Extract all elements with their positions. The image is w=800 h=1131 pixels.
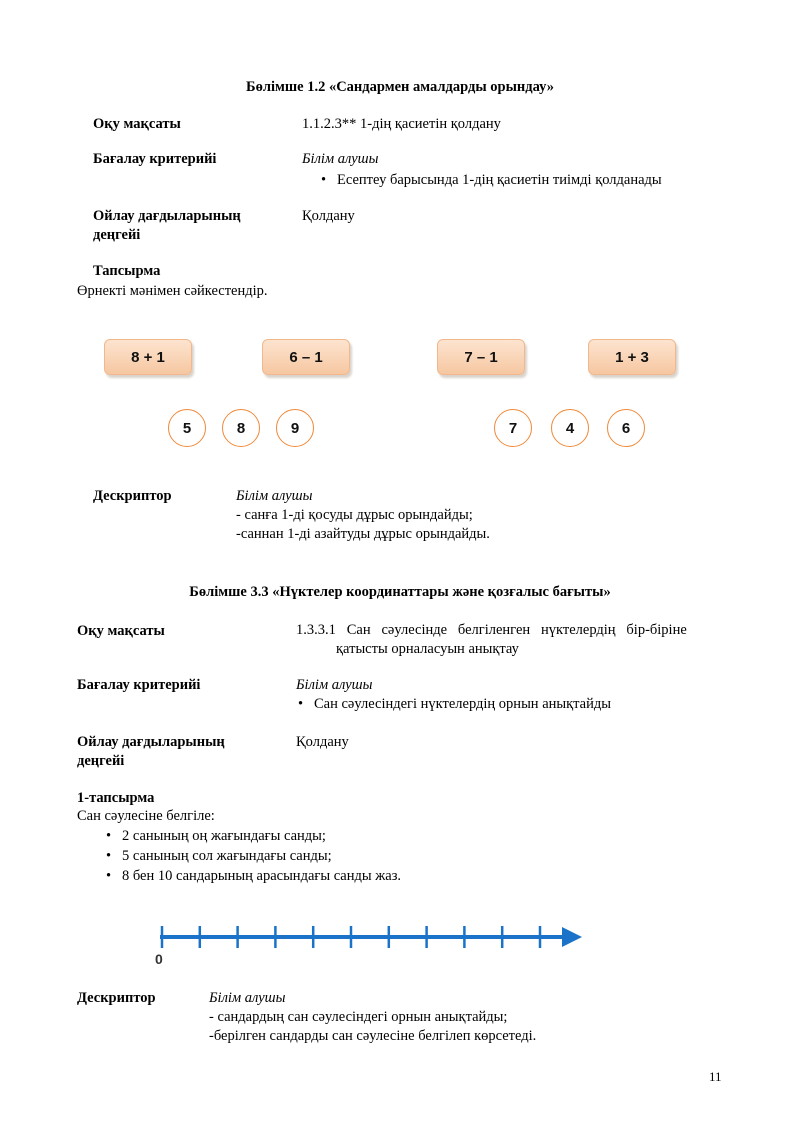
section2-title: Бөлімше 3.3 «Нүктелер координаттары және қозғалыс бағыты»	[189, 584, 611, 600]
section1-goal-label: Оқу мақсаты	[93, 116, 181, 132]
answer-circle[interactable]: 6	[607, 409, 645, 447]
section1-descriptor-line: - санға 1-ді қосуды дұрыс орындайды;	[236, 507, 473, 523]
section2-task-item	[106, 828, 326, 845]
section2-task-title: 1-тапсырма	[77, 790, 155, 806]
expression-card[interactable]: 1 + 3	[588, 339, 676, 375]
section2-criteria-item-text: Сан сәулесіндегі нүктелердің орнын анықтайды	[314, 696, 612, 712]
section2-goal-label: Оқу мақсаты	[77, 623, 165, 639]
section1-descriptor-line: -саннан 1-ді азайтуды дұрыс орындайды.	[236, 526, 490, 542]
section2-criteria-who: Білім алушы	[296, 677, 373, 693]
section1-descriptor-label: Дескриптор	[93, 488, 172, 504]
section2-goal-value-2: қатысты орналасуын анықтау	[336, 641, 519, 657]
answer-circle[interactable]: 5	[168, 409, 206, 447]
section2-task-item-text: 2 санының оң жағындағы санды;	[122, 828, 326, 844]
expression-card[interactable]: 6 – 1	[262, 339, 350, 375]
section1-criteria-item	[321, 172, 662, 189]
section2-task-text: Сан сәулесіне белгіле:	[77, 808, 215, 824]
section1-descriptor-who: Білім алушы	[236, 488, 313, 504]
section2-descriptor-label: Дескриптор	[77, 990, 156, 1006]
section1-task-title: Тапсырма	[93, 263, 161, 279]
section1-criteria-label: Бағалау критерийі	[93, 151, 217, 167]
section2-task-item	[106, 848, 332, 865]
number-line[interactable]	[150, 918, 590, 968]
section2-task-item-text: 5 санының сол жағындағы санды;	[122, 848, 332, 864]
section1-title: Бөлімше 1.2 «Сандармен амалдарды орындау»	[246, 79, 554, 95]
section1-goal-value: 1.1.2.3** 1-дің қасиетін қолдану	[302, 116, 501, 132]
answer-circle[interactable]: 9	[276, 409, 314, 447]
expression-card[interactable]: 7 – 1	[437, 339, 525, 375]
section2-criteria-item	[298, 696, 611, 713]
section2-descriptor-line: -берілген сандарды сан сәулесіне белгілеп көрсетеді.	[209, 1028, 537, 1044]
section1-skill-label-1: Ойлау дағдыларының	[93, 208, 241, 224]
section1-criteria-who: Білім алушы	[302, 151, 379, 167]
section2-descriptor-who: Білім алушы	[209, 990, 286, 1006]
section2-criteria-label: Бағалау критерийі	[77, 677, 201, 693]
section1-task-text: Өрнекті мәнімен сәйкестендір.	[77, 283, 268, 299]
section1-skill-value: Қолдану	[302, 208, 355, 224]
number-line-zero-label: 0	[155, 951, 163, 967]
section1-skill-label-2: деңгейі	[93, 227, 141, 243]
section1-criteria-item-text: Есептеу барысында 1-дің қасиетін тиімді қолданады	[337, 172, 662, 188]
answer-circle[interactable]: 4	[551, 409, 589, 447]
section2-skill-value: Қолдану	[296, 734, 349, 750]
section2-descriptor-line: - сандардың сан сәулесіндегі орнын анықтайды;	[209, 1009, 508, 1025]
expression-card[interactable]: 8 + 1	[104, 339, 192, 375]
section2-task-item-text: 8 бен 10 сандарының арасындағы санды жаз.	[122, 868, 402, 884]
number-line-arrow-icon	[562, 927, 582, 947]
section2-task-item	[106, 868, 401, 885]
answer-circle[interactable]: 8	[222, 409, 260, 447]
section2-goal-value-1: 1.3.3.1 Сан сәулесінде белгіленген нүктелердің бір-біріне	[296, 622, 687, 638]
page-number: 11	[709, 1069, 722, 1084]
section2-skill-label-2: деңгейі	[77, 753, 125, 769]
answer-circle[interactable]: 7	[494, 409, 532, 447]
section2-skill-label-1: Ойлау дағдыларының	[77, 734, 225, 750]
